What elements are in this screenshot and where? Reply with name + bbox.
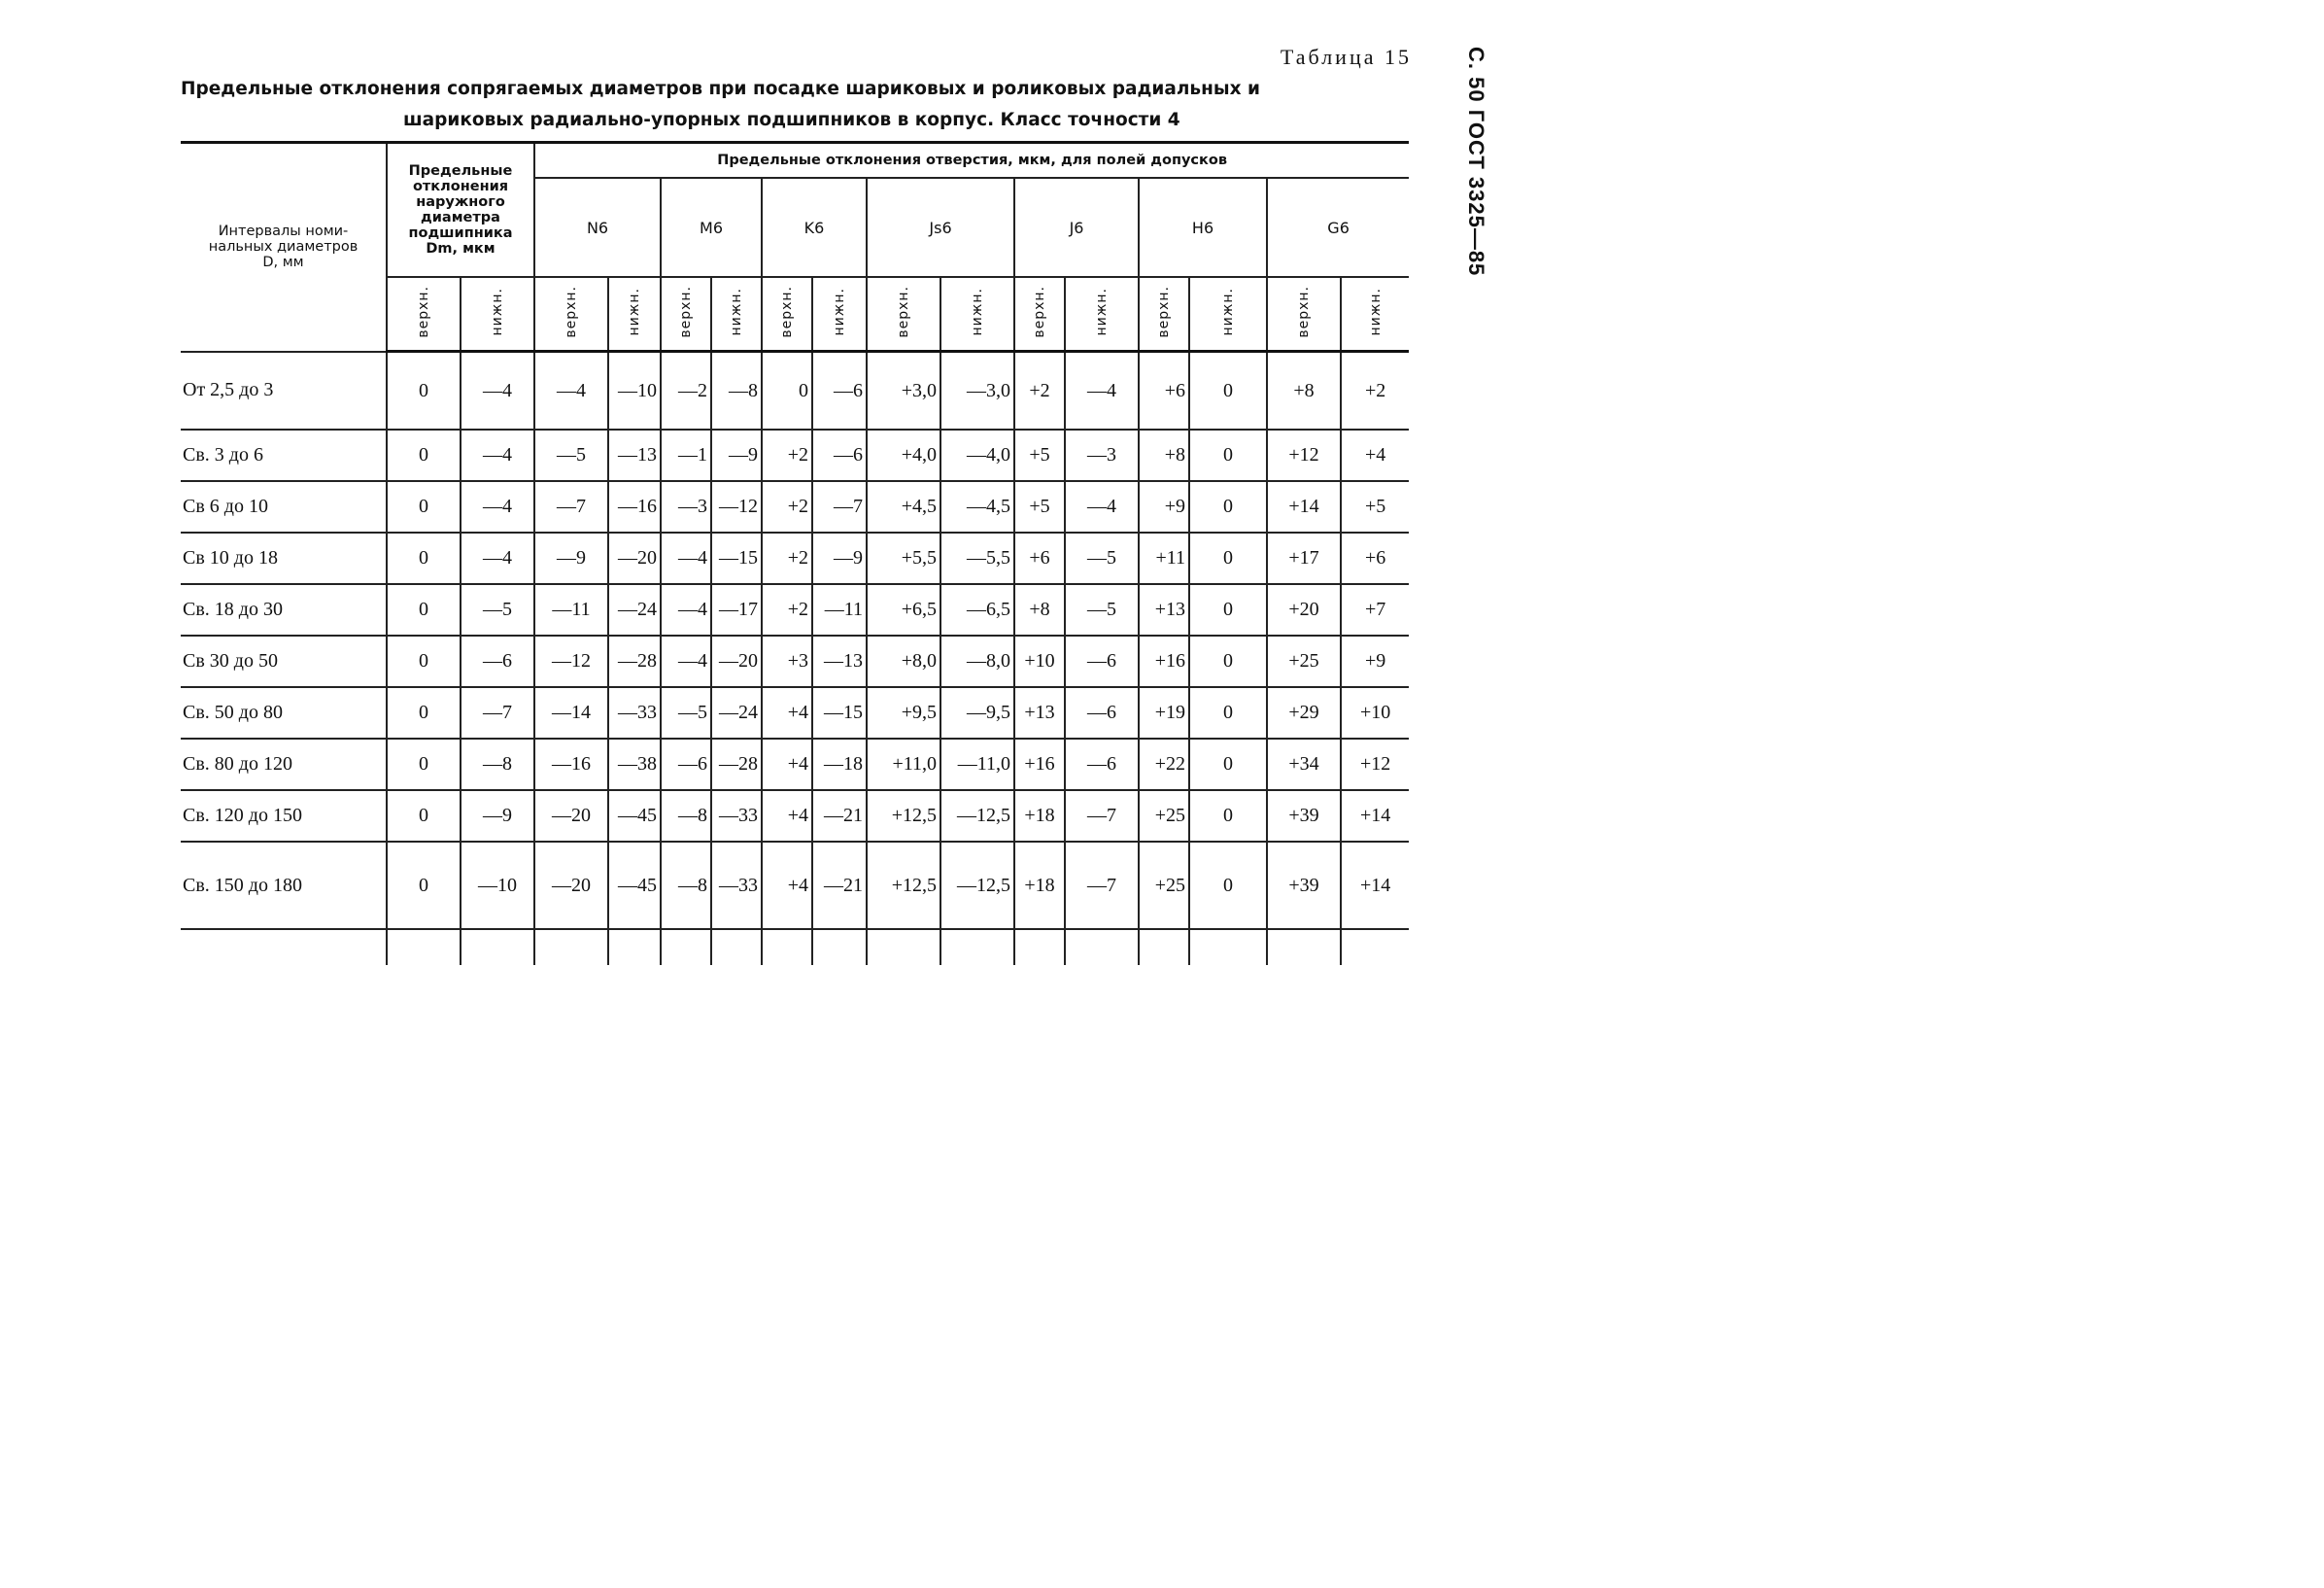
- deviation-cell: —6: [812, 352, 867, 431]
- empty-cell: [387, 929, 461, 965]
- deviation-cell: —33: [608, 687, 661, 739]
- deviation-cell: —15: [711, 533, 762, 584]
- deviation-cell: +18: [1014, 790, 1065, 842]
- table-title: [181, 74, 1376, 136]
- deviation-cell: —1: [661, 430, 711, 481]
- interval-header-line: нальных диаметров: [208, 239, 359, 256]
- subheader-lower: нижн.: [940, 277, 1014, 352]
- deviation-cell: 0: [387, 739, 461, 790]
- empty-cell: [711, 929, 762, 965]
- row-interval: Св 30 до 50: [181, 636, 387, 687]
- subheader-upper: верхн.: [867, 277, 940, 352]
- deviation-cell: +2: [1014, 352, 1065, 431]
- deviation-cell: —12: [711, 481, 762, 533]
- deviation-cell: +9: [1341, 636, 1409, 687]
- deviation-cell: +14: [1267, 481, 1341, 533]
- deviation-cell: —6,5: [940, 584, 1014, 636]
- deviation-cell: +12: [1267, 430, 1341, 481]
- deviation-cell: —3: [1065, 430, 1139, 481]
- empty-cell: [661, 929, 711, 965]
- deviation-cell: —7: [1065, 842, 1139, 929]
- deviation-cell: 0: [387, 687, 461, 739]
- table-row: [181, 533, 1409, 584]
- table-title-line-1: Предельные отклонения сопрягаемых диаметров при посадке шариковых и роликовых радиальных и: [181, 79, 1260, 99]
- field-header-h6: H6: [1139, 178, 1267, 277]
- deviation-cell: 0: [387, 842, 461, 929]
- deviation-cell: —8: [711, 352, 762, 431]
- deviation-cell: —16: [608, 481, 661, 533]
- field-header-k6: K6: [762, 178, 867, 277]
- empty-cell: [181, 929, 387, 965]
- deviation-cell: +7: [1341, 584, 1409, 636]
- deviation-cell: +5: [1341, 481, 1409, 533]
- deviation-cell: —9: [534, 533, 608, 584]
- deviation-cell: 0: [387, 352, 461, 431]
- empty-cell: [1065, 929, 1139, 965]
- deviation-cell: +6,5: [867, 584, 940, 636]
- deviation-cell: —12,5: [940, 842, 1014, 929]
- deviation-cell: 0: [387, 481, 461, 533]
- deviation-cell: —4,0: [940, 430, 1014, 481]
- interval-header-line: Интервалы номи-: [218, 224, 349, 240]
- deviation-cell: +4: [762, 842, 812, 929]
- deviation-cell: —11: [812, 584, 867, 636]
- deviation-cell: +13: [1139, 584, 1189, 636]
- deviation-cell: +5: [1014, 481, 1065, 533]
- deviation-cell: —20: [534, 842, 608, 929]
- deviation-cell: +18: [1014, 842, 1065, 929]
- deviation-cell: —24: [711, 687, 762, 739]
- deviation-cell: +13: [1014, 687, 1065, 739]
- deviation-cell: 0: [1189, 533, 1267, 584]
- deviation-cell: —7: [534, 481, 608, 533]
- empty-cell: [1014, 929, 1065, 965]
- deviation-cell: —11,0: [940, 739, 1014, 790]
- subheader-upper: верхн.: [534, 277, 608, 352]
- deviation-cell: +22: [1139, 739, 1189, 790]
- deviation-cell: +4: [762, 739, 812, 790]
- deviation-cell: +2: [762, 430, 812, 481]
- bearing-header-line: наружного: [416, 194, 505, 210]
- deviation-cell: —5: [1065, 533, 1139, 584]
- table-row: [181, 739, 1409, 790]
- deviation-cell: —20: [534, 790, 608, 842]
- table-bottom-spacer: [181, 929, 1409, 965]
- deviation-cell: —33: [711, 790, 762, 842]
- empty-cell: [608, 929, 661, 965]
- table-row: [181, 687, 1409, 739]
- deviation-cell: +14: [1341, 842, 1409, 929]
- deviation-cell: —13: [812, 636, 867, 687]
- deviation-cell: +25: [1267, 636, 1341, 687]
- deviation-cell: +2: [762, 584, 812, 636]
- subheader-upper: верхн.: [1014, 277, 1065, 352]
- deviation-cell: +39: [1267, 790, 1341, 842]
- subheader-lower: нижн.: [711, 277, 762, 352]
- deviation-cell: 0: [387, 430, 461, 481]
- deviation-cell: —28: [608, 636, 661, 687]
- deviation-cell: —7: [461, 687, 534, 739]
- deviation-cell: +4,5: [867, 481, 940, 533]
- deviation-cell: —6: [461, 636, 534, 687]
- deviation-cell: —9: [711, 430, 762, 481]
- row-interval: Св 6 до 10: [181, 481, 387, 533]
- subheader-upper: верхн.: [661, 277, 711, 352]
- deviation-cell: —12,5: [940, 790, 1014, 842]
- deviation-cell: +10: [1341, 687, 1409, 739]
- empty-cell: [1341, 929, 1409, 965]
- table-row: [181, 636, 1409, 687]
- row-interval: Св. 3 до 6: [181, 430, 387, 481]
- deviation-cell: 0: [387, 533, 461, 584]
- interval-header-line: D, мм: [262, 255, 304, 271]
- row-interval: От 2,5 до 3: [181, 352, 387, 431]
- deviation-cell: 0: [1189, 584, 1267, 636]
- deviation-cell: +2: [762, 481, 812, 533]
- subheader-lower: нижн.: [1341, 277, 1409, 352]
- deviation-cell: —4: [461, 352, 534, 431]
- deviation-cell: —4: [461, 481, 534, 533]
- deviation-cell: —20: [608, 533, 661, 584]
- table-row: [181, 430, 1409, 481]
- deviation-cell: 0: [387, 636, 461, 687]
- deviation-cell: +8: [1139, 430, 1189, 481]
- deviation-cell: +4: [762, 790, 812, 842]
- table-title-line-2: шариковых радиально-упорных подшипников в корпус. Класс точности 4: [403, 110, 1180, 130]
- empty-cell: [867, 929, 940, 965]
- deviation-cell: —5: [534, 430, 608, 481]
- deviation-cell: +2: [762, 533, 812, 584]
- deviation-cell: +25: [1139, 842, 1189, 929]
- deviation-cell: +5,5: [867, 533, 940, 584]
- deviation-cell: —18: [812, 739, 867, 790]
- empty-cell: [461, 929, 534, 965]
- deviation-cell: +19: [1139, 687, 1189, 739]
- deviation-cell: —5: [1065, 584, 1139, 636]
- field-header-n6: N6: [534, 178, 661, 277]
- deviation-cell: +17: [1267, 533, 1341, 584]
- deviation-cell: —4,5: [940, 481, 1014, 533]
- deviation-cell: —12: [534, 636, 608, 687]
- deviation-cell: —5,5: [940, 533, 1014, 584]
- deviation-cell: —8: [661, 790, 711, 842]
- row-interval: Св 10 до 18: [181, 533, 387, 584]
- empty-cell: [1267, 929, 1341, 965]
- deviation-cell: +8,0: [867, 636, 940, 687]
- row-interval: Св. 50 до 80: [181, 687, 387, 739]
- row-interval: Св. 18 до 30: [181, 584, 387, 636]
- deviation-cell: +25: [1139, 790, 1189, 842]
- deviation-table: [181, 141, 1409, 965]
- table-row: [181, 790, 1409, 842]
- table-row: [181, 352, 1409, 431]
- bearing-header-line: диаметра: [421, 210, 500, 225]
- deviation-cell: +12,5: [867, 842, 940, 929]
- deviation-cell: —9,5: [940, 687, 1014, 739]
- row-interval: Св. 80 до 120: [181, 739, 387, 790]
- field-header-g6: G6: [1267, 178, 1409, 277]
- row-interval: Св. 150 до 180: [181, 842, 387, 929]
- deviation-cell: —6: [812, 430, 867, 481]
- deviation-cell: +14: [1341, 790, 1409, 842]
- deviation-cell: +11,0: [867, 739, 940, 790]
- table-number: Таблица 15: [1280, 45, 1412, 69]
- empty-cell: [534, 929, 608, 965]
- table-row: [181, 584, 1409, 636]
- subheader-lower: нижн.: [1189, 277, 1267, 352]
- deviation-cell: 0: [1189, 352, 1267, 431]
- subheader-upper: верхн.: [762, 277, 812, 352]
- deviation-cell: 0: [1189, 790, 1267, 842]
- row-interval: Св. 120 до 150: [181, 790, 387, 842]
- deviation-cell: +6: [1139, 352, 1189, 431]
- bearing-header-line: подшипника: [408, 225, 513, 241]
- empty-cell: [940, 929, 1014, 965]
- bearing-header-line: Предельные: [408, 163, 513, 179]
- deviation-cell: +9: [1139, 481, 1189, 533]
- deviation-cell: —9: [812, 533, 867, 584]
- deviation-cell: —20: [711, 636, 762, 687]
- deviation-cell: +8: [1267, 352, 1341, 431]
- deviation-cell: +6: [1014, 533, 1065, 584]
- subheader-lower: нижн.: [1065, 277, 1139, 352]
- deviation-cell: 0: [1189, 842, 1267, 929]
- subheader-upper: верхн.: [387, 277, 461, 352]
- deviation-cell: —8: [461, 739, 534, 790]
- deviation-cell: —45: [608, 790, 661, 842]
- deviation-cell: +12,5: [867, 790, 940, 842]
- deviation-cell: +3: [762, 636, 812, 687]
- deviation-cell: —4: [461, 533, 534, 584]
- deviation-cell: —4: [1065, 481, 1139, 533]
- deviation-cell: —4: [661, 584, 711, 636]
- deviation-cell: —10: [461, 842, 534, 929]
- deviation-cell: —6: [1065, 687, 1139, 739]
- deviation-cell: —33: [711, 842, 762, 929]
- deviation-cell: +39: [1267, 842, 1341, 929]
- deviation-cell: +4: [1341, 430, 1409, 481]
- deviation-cell: —6: [661, 739, 711, 790]
- deviation-cell: —45: [608, 842, 661, 929]
- subheader-upper: верхн.: [1139, 277, 1189, 352]
- deviation-cell: 0: [387, 584, 461, 636]
- deviation-cell: —2: [661, 352, 711, 431]
- table-row: [181, 842, 1409, 929]
- deviation-cell: +34: [1267, 739, 1341, 790]
- deviation-cell: +3,0: [867, 352, 940, 431]
- deviation-cell: —3,0: [940, 352, 1014, 431]
- deviation-cell: —8,0: [940, 636, 1014, 687]
- deviation-cell: —16: [534, 739, 608, 790]
- deviation-cell: +11: [1139, 533, 1189, 584]
- deviation-cell: —3: [661, 481, 711, 533]
- deviation-cell: —15: [812, 687, 867, 739]
- deviation-cell: —4: [661, 533, 711, 584]
- deviation-cell: —4: [534, 352, 608, 431]
- field-header-js6: Js6: [867, 178, 1014, 277]
- deviation-cell: —9: [461, 790, 534, 842]
- empty-cell: [1139, 929, 1189, 965]
- deviation-cell: —13: [608, 430, 661, 481]
- field-header-m6: M6: [661, 178, 762, 277]
- deviation-cell: +16: [1014, 739, 1065, 790]
- deviation-cell: —5: [661, 687, 711, 739]
- deviation-cell: —6: [1065, 739, 1139, 790]
- bearing-deviation-header: [387, 143, 534, 278]
- deviation-cell: +12: [1341, 739, 1409, 790]
- deviation-cell: +9,5: [867, 687, 940, 739]
- deviation-cell: +2: [1341, 352, 1409, 431]
- deviation-cell: +5: [1014, 430, 1065, 481]
- deviation-cell: —24: [608, 584, 661, 636]
- subheader-lower: нижн.: [461, 277, 534, 352]
- deviation-cell: —4: [661, 636, 711, 687]
- subheader-upper: верхн.: [1267, 277, 1341, 352]
- deviation-cell: +20: [1267, 584, 1341, 636]
- deviation-cell: 0: [1189, 687, 1267, 739]
- subheader-lower: нижн.: [608, 277, 661, 352]
- hole-deviation-header: Предельные отклонения отверстия, мкм, для полей допусков: [534, 143, 1409, 179]
- deviation-cell: 0: [1189, 481, 1267, 533]
- subheader-lower: нижн.: [812, 277, 867, 352]
- deviation-cell: —7: [812, 481, 867, 533]
- deviation-cell: 0: [762, 352, 812, 431]
- deviation-cell: +10: [1014, 636, 1065, 687]
- deviation-cell: +6: [1341, 533, 1409, 584]
- deviation-cell: —4: [461, 430, 534, 481]
- deviation-cell: +16: [1139, 636, 1189, 687]
- bearing-header-line: Dm, мкм: [426, 241, 496, 257]
- deviation-cell: —10: [608, 352, 661, 431]
- deviation-cell: 0: [387, 790, 461, 842]
- empty-cell: [812, 929, 867, 965]
- deviation-cell: —11: [534, 584, 608, 636]
- deviation-cell: —8: [661, 842, 711, 929]
- deviation-cell: —5: [461, 584, 534, 636]
- deviation-cell: 0: [1189, 430, 1267, 481]
- deviation-cell: +4,0: [867, 430, 940, 481]
- deviation-cell: +29: [1267, 687, 1341, 739]
- deviation-cell: —38: [608, 739, 661, 790]
- deviation-cell: —4: [1065, 352, 1139, 431]
- deviation-cell: —21: [812, 842, 867, 929]
- deviation-cell: —28: [711, 739, 762, 790]
- deviation-cell: —17: [711, 584, 762, 636]
- deviation-cell: +4: [762, 687, 812, 739]
- empty-cell: [1189, 929, 1267, 965]
- empty-cell: [762, 929, 812, 965]
- deviation-cell: —6: [1065, 636, 1139, 687]
- deviation-cell: —14: [534, 687, 608, 739]
- interval-column-header: [181, 143, 387, 352]
- bearing-header-line: отклонения: [412, 179, 509, 194]
- deviation-cell: +8: [1014, 584, 1065, 636]
- deviation-cell: 0: [1189, 636, 1267, 687]
- document-reference: С. 50 ГОСТ 3325—85: [1464, 47, 1488, 277]
- field-header-j6: J6: [1014, 178, 1139, 277]
- deviation-cell: —21: [812, 790, 867, 842]
- deviation-cell: —7: [1065, 790, 1139, 842]
- table-row: [181, 481, 1409, 533]
- deviation-cell: 0: [1189, 739, 1267, 790]
